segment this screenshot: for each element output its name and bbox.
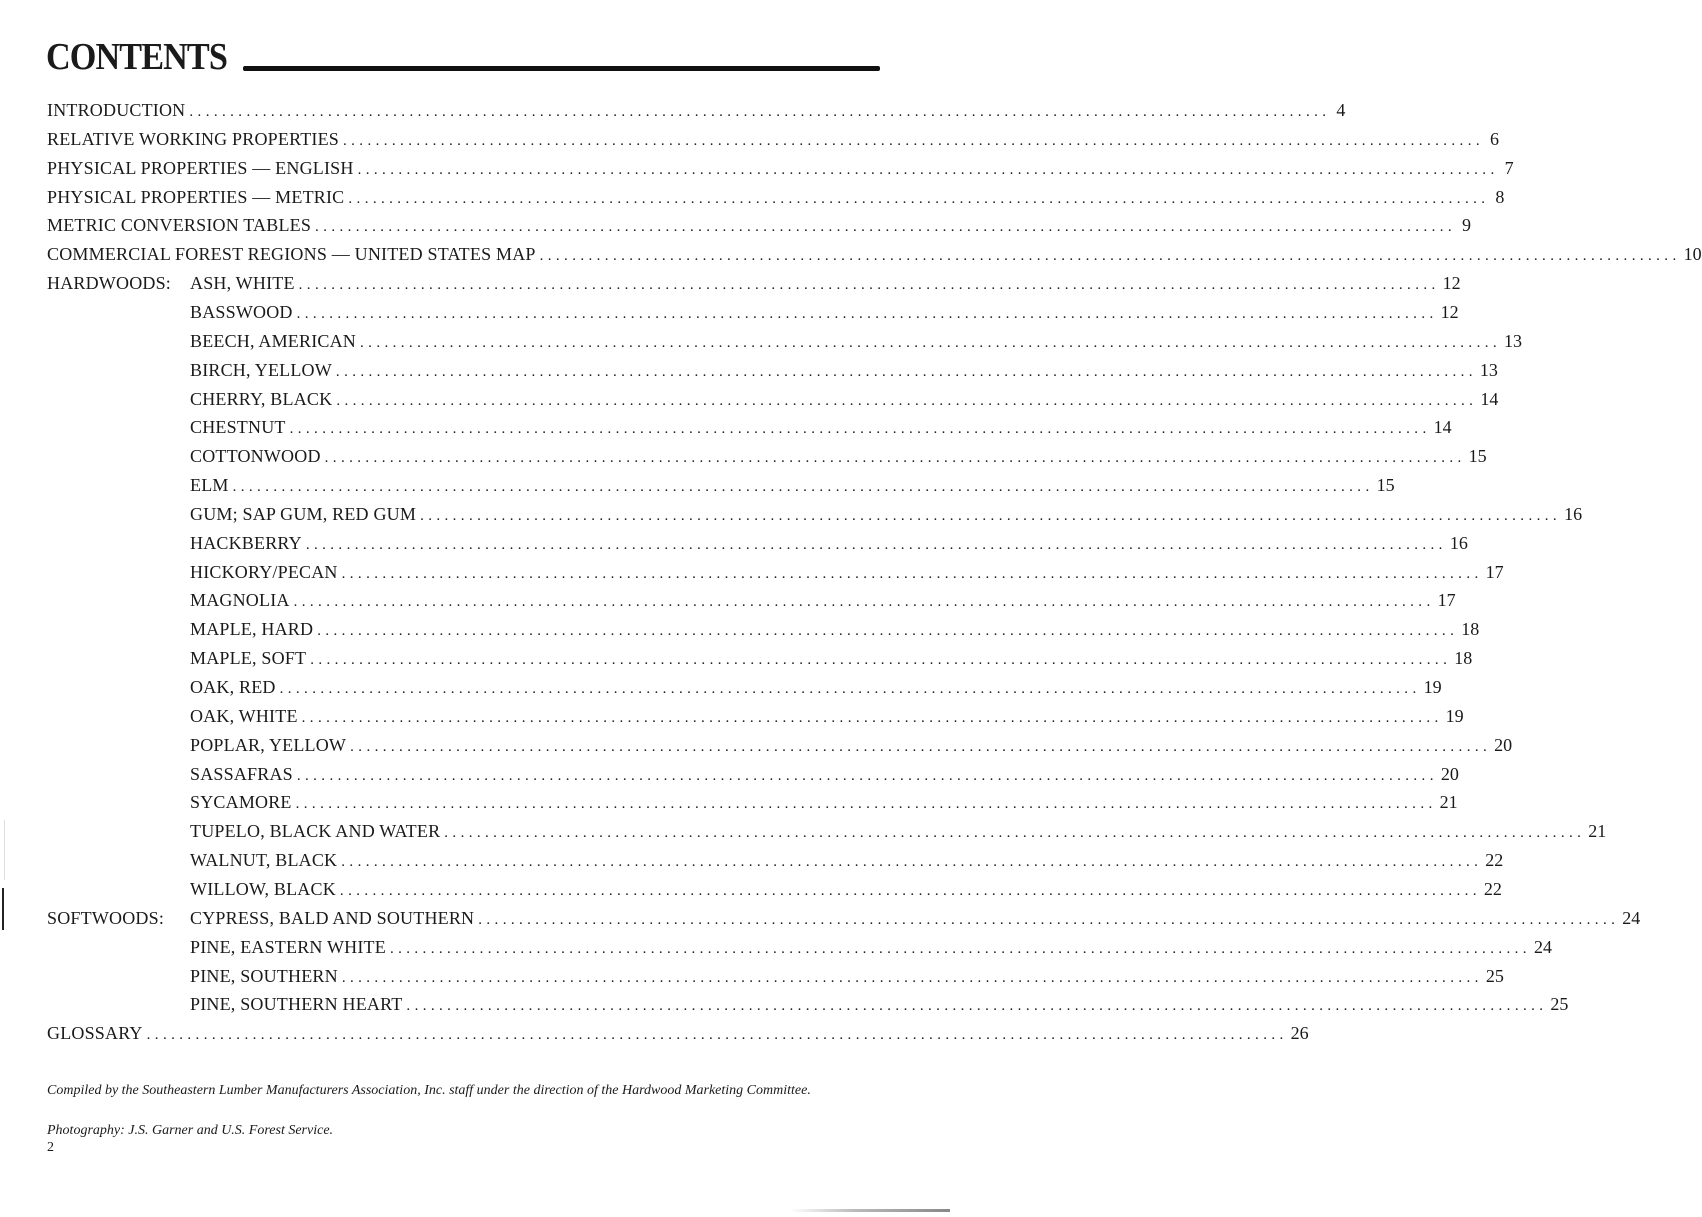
toc-entry-title: GUM; SAP GUM, RED GUM [190,503,417,524]
toc-entry [47,731,1513,760]
toc-entry-title: WALNUT, BLACK [190,850,338,871]
dot-leader: ............................................................................................................................................ [298,277,1440,294]
credits-compiled: Compiled by the Southeastern Lumber Manufacturers Association, Inc. staff under the direction of the Hardwood Marketing Committee. [47,1083,811,1098]
toc-entry [47,615,1480,644]
toc-entry [47,500,1583,529]
toc-entry [47,327,1523,356]
dot-leader: ............................................................................................................................................ [406,998,1548,1015]
dot-leader: ............................................................................................................................................ [315,219,1457,236]
toc-entry [47,1019,1309,1048]
dot-leader: ............................................................................................................................................ [341,969,1483,986]
dot-leader: ............................................................................................................................................ [324,450,1466,467]
heading-rule [243,66,880,71]
toc-entry-title: BASSWOOD [190,301,293,322]
scan-smudge [790,1209,950,1212]
toc-entry-title: BIRCH, YELLOW [190,359,332,380]
dot-leader: ............................................................................................................................................ [295,796,1437,813]
toc-page-number: 20 [1440,763,1459,784]
toc-page-number: 22 [1485,850,1504,871]
dot-leader: ............................................................................................................................................ [444,825,1586,842]
toc-page-number: 18 [1461,619,1480,640]
toc-entry [47,846,1504,875]
dot-leader: ............................................................................................................................................ [232,479,1374,496]
toc-entry-title: CYPRESS, BALD AND SOUTHERN [190,907,475,928]
toc-page-number: 16 [1564,503,1583,524]
dot-leader: ............................................................................................................................................ [357,161,1499,178]
toc-entry [47,471,1395,500]
toc-entry [47,644,1473,673]
toc-entry-title: CHERRY, BLACK [190,388,333,409]
toc-entry [47,529,1468,558]
toc-page-number: 25 [1485,965,1504,986]
toc-entry-title: ASH, WHITE [190,273,295,294]
toc-page-number: 9 [1462,215,1472,236]
dot-leader: ............................................................................................................................................ [335,363,1477,380]
toc-page-number: 15 [1468,446,1487,467]
toc-page-number: 24 [1533,936,1552,957]
toc-page-number: 19 [1445,705,1464,726]
toc-entry [47,990,1569,1019]
toc-page-number: 13 [1504,330,1523,351]
dot-leader: ............................................................................................................................................ [189,104,1331,120]
toc-entry-title: PINE, SOUTHERN HEART [190,994,403,1015]
toc-entry [47,125,1499,154]
dot-leader: ............................................................................................................................................ [305,536,1447,553]
toc-entry-title: INTRODUCTION [47,100,186,120]
credits-photography: Photography: J.S. Garner and U.S. Forest Service. [47,1123,334,1138]
dot-leader: ............................................................................................................................................ [348,190,1490,207]
toc-entry [47,356,1498,385]
toc-entry-title: MAPLE, HARD [190,619,314,640]
toc-entry [47,154,1514,183]
toc-entry-title: HICKORY/PECAN [190,561,338,582]
dot-leader: ............................................................................................................................................ [341,565,1483,582]
toc-page-number: 6 [1490,128,1499,149]
toc-entry-title: RELATIVE WORKING PROPERTIES [47,128,339,149]
toc-entry-title: ELM [190,475,229,496]
toc-entry [47,558,1504,587]
toc-page-number: 19 [1423,677,1442,697]
toc-entry-title: PINE, SOUTHERN [190,965,338,986]
toc-page-number: 14 [1480,388,1499,409]
page-number: 2 [47,1140,54,1155]
toc-page-number: 25 [1550,994,1569,1015]
dot-leader: ............................................................................................................................................ [279,681,1421,697]
toc-entry-title: OAK, WHITE [190,705,298,726]
toc-entry-title: METRIC CONVERSION TABLES [47,215,312,236]
toc-entry-title: GLOSSARY [47,1023,143,1044]
contents-header [46,32,880,76]
toc-entry-title: PHYSICAL PROPERTIES — ENGLISH [47,157,354,178]
toc-entry [47,211,1472,240]
toc-entry-title: BEECH, AMERICAN [190,330,357,351]
toc-entry [47,702,1464,731]
toc-entry [47,760,1459,789]
toc-page-number: 24 [1622,907,1641,928]
toc-page-number: 26 [1290,1023,1309,1044]
toc-page-number: 22 [1483,878,1502,899]
toc-entry-title: WILLOW, BLACK [190,878,336,899]
dot-leader: ............................................................................................................................................ [296,305,1438,322]
toc-entry [47,817,1607,846]
toc-entry [47,442,1487,471]
toc-page-number: 18 [1454,648,1473,669]
toc-page-number: 4 [1336,100,1346,120]
toc-entry-title: HACKBERRY [190,532,302,553]
page-title: CONTENTS [46,36,227,78]
toc-entry [47,875,1502,904]
toc-entry-title: CHESTNUT [190,417,286,438]
dot-leader: ............................................................................................................................................ [296,767,1438,784]
toc-entry-title: SYCAMORE [190,792,292,813]
toc-entry [47,673,1442,702]
dot-leader: ............................................................................................................................................ [293,594,1435,611]
dot-leader: ............................................................................................................................................ [339,882,1481,899]
toc-page-number: 7 [1504,157,1514,178]
toc-page-number: 12 [1442,273,1461,294]
dot-leader: ............................................................................................................................................ [146,1027,1288,1044]
dot-leader: ............................................................................................................................................ [289,421,1431,438]
dot-leader: ............................................................................................................................................ [420,507,1562,524]
toc-page-number: 17 [1485,561,1504,582]
toc-page-number: 14 [1433,417,1452,438]
dot-leader: ............................................................................................................................................ [301,709,1443,726]
toc-section-label: SOFTWOODS: [47,907,165,928]
toc-entry [47,933,1552,962]
toc-entry [47,240,1702,269]
toc-entry-title: TUPELO, BLACK AND WATER [190,821,441,842]
dot-leader: ............................................................................................................................................ [389,940,1531,957]
dot-leader: ............................................................................................................................................ [478,911,1620,928]
toc-entry-title: POPLAR, YELLOW [190,734,347,755]
toc-entry [47,96,1346,125]
toc-entry-title: MAPLE, SOFT [190,648,307,669]
toc-entry-title: OAK, RED [190,677,276,697]
toc-entry [47,962,1504,991]
toc-entry [47,385,1499,414]
toc-page-number: 21 [1439,792,1458,813]
toc-entry [47,269,1461,298]
toc-page-number: 21 [1588,821,1607,842]
toc-page-number: 10 [1683,244,1702,265]
toc-entry-title: PHYSICAL PROPERTIES — METRIC [47,186,345,207]
toc-page-number: 13 [1479,359,1498,380]
dot-leader: ............................................................................................................................................ [360,334,1502,351]
toc-page-number: 8 [1495,186,1505,207]
toc-entry [47,183,1505,212]
toc-entry [47,413,1452,442]
scan-mark [4,820,5,880]
toc-page-number: 17 [1437,590,1456,611]
toc-entry [47,788,1458,817]
toc-section-label: HARDWOODS: [47,273,172,294]
dot-leader: ............................................................................................................................................ [310,652,1452,669]
toc-page-number: 12 [1440,301,1459,322]
toc-entry-title: COTTONWOOD [190,446,321,467]
scan-mark [2,888,4,930]
toc-page-number: 20 [1494,734,1513,755]
dot-leader: ............................................................................................................................................ [341,854,1483,871]
toc-page-number: 15 [1376,475,1395,496]
toc-page-number: 16 [1449,532,1468,553]
dot-leader: ............................................................................................................................................ [350,738,1492,755]
toc-entry [47,904,1641,933]
toc-entry-title: MAGNOLIA [190,590,290,611]
dot-leader: ............................................................................................................................................ [539,248,1681,265]
toc-entry [47,298,1459,327]
toc-entry [47,586,1456,615]
toc-entry-title: PINE, EASTERN WHITE [190,936,386,957]
dot-leader: ............................................................................................................................................ [317,623,1459,640]
toc-entry-title: COMMERCIAL FOREST REGIONS — UNITED STATES MAP [47,244,536,265]
dot-leader: ............................................................................................................................................ [343,132,1484,149]
dot-leader: ............................................................................................................................................ [336,392,1478,409]
toc-entry-title: SASSAFRAS [190,763,293,784]
